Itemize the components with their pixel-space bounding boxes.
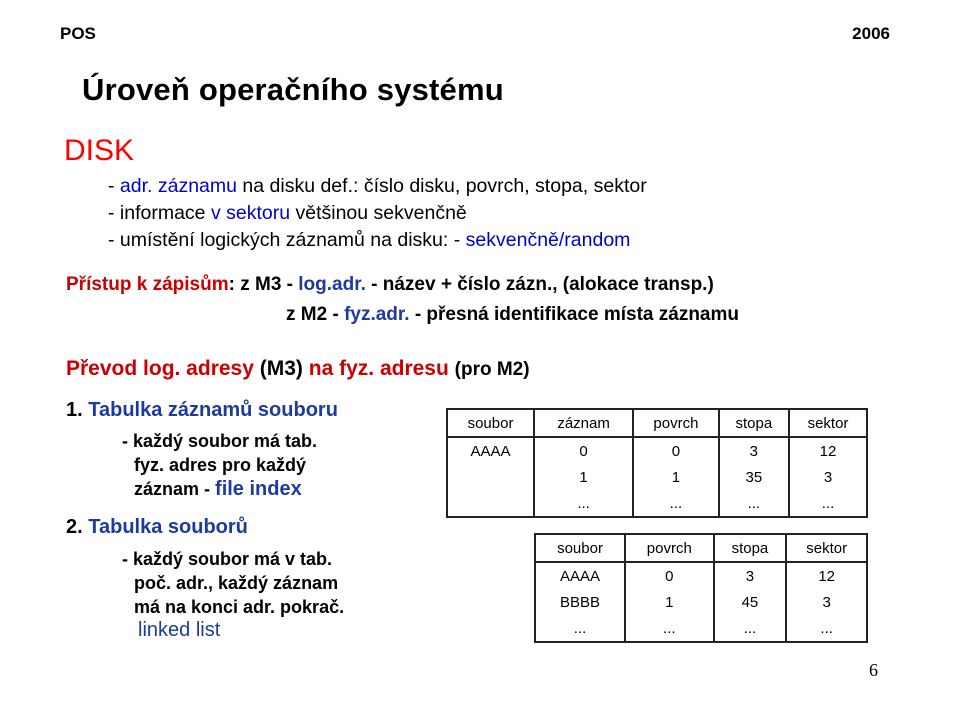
list-number: 2. xyxy=(66,516,89,538)
text-segment: Převod log. adresy xyxy=(66,357,260,380)
table-cell: 3 xyxy=(719,437,789,464)
slide-title: Úroveň operačního systému xyxy=(82,72,504,107)
text-segment: - informace xyxy=(108,202,211,224)
list-item-2-line: má na konci adr. pokrač. xyxy=(134,597,345,617)
list-item-1-line: - každý soubor má tab. xyxy=(122,431,318,451)
table-cell: ... xyxy=(535,615,625,642)
table-cell: 3 xyxy=(786,589,867,615)
text-segment: - umístění logických záznamů na disku: - xyxy=(108,229,466,251)
table-cell: ... xyxy=(625,615,713,642)
table-row xyxy=(535,589,867,615)
text-segment: - xyxy=(108,175,120,197)
header-right: 2006 xyxy=(852,24,890,43)
list-item-2-line: - každý soubor má v tab. xyxy=(122,549,333,569)
table-cell: 1 xyxy=(625,589,713,615)
pristup-line-2 xyxy=(286,304,739,326)
table-cell: ... xyxy=(534,490,633,517)
text-segment: na disku def.: číslo disku, povrch, stopa, sektor xyxy=(237,175,647,197)
column-header: povrch xyxy=(625,534,713,562)
column-header: stopa xyxy=(714,534,787,562)
table-cell: 0 xyxy=(633,437,719,464)
bullet-adr-zaznamu xyxy=(108,175,647,198)
text-segment: file index xyxy=(215,478,302,500)
text-segment: sekvenčně/random xyxy=(465,229,631,251)
table-cell: ... xyxy=(789,490,867,517)
column-header: stopa xyxy=(719,409,789,437)
table-row xyxy=(447,464,867,490)
table-cell xyxy=(447,490,534,517)
table-cell: ... xyxy=(786,615,867,642)
table-row xyxy=(447,490,867,517)
table-cell: ... xyxy=(714,615,787,642)
table-row xyxy=(535,562,867,589)
file-record-table xyxy=(446,408,868,518)
table-cell: AAAA xyxy=(447,437,534,464)
disk-heading: DISK xyxy=(64,134,135,167)
table-cell: 1 xyxy=(633,464,719,490)
table-cell: 12 xyxy=(786,562,867,589)
list-item-1-line: fyz. adres pro každý xyxy=(134,455,307,475)
table-header-row xyxy=(535,534,867,562)
list-item-2-line: poč. adr., každý záznam xyxy=(134,573,339,593)
prevod-heading xyxy=(66,357,530,381)
table-cell: 35 xyxy=(719,464,789,490)
header-left: POS xyxy=(60,24,96,43)
text-segment: : z M3 - xyxy=(228,274,299,295)
text-segment: adr. záznamu xyxy=(119,175,237,197)
table-cell: 1 xyxy=(534,464,633,490)
text-segment: Přístup k zápisům xyxy=(66,274,229,295)
text-segment: záznam - xyxy=(134,479,216,499)
table-cell: ... xyxy=(719,490,789,517)
column-header: sektor xyxy=(786,534,867,562)
text-segment: (M3) xyxy=(259,357,303,380)
list-item-1-line xyxy=(134,478,302,501)
table-row xyxy=(535,615,867,642)
text-segment: na fyz. adresu xyxy=(302,357,455,380)
text-segment: - název + číslo zázn., (alokace transp.) xyxy=(365,274,714,295)
table-header-row xyxy=(447,409,867,437)
table-cell: BBBB xyxy=(535,589,625,615)
table-cell: AAAA xyxy=(535,562,625,589)
linked-list-label: linked list xyxy=(138,619,221,641)
column-header: soubor xyxy=(535,534,625,562)
table-cell: 3 xyxy=(789,464,867,490)
table-cell: 45 xyxy=(714,589,787,615)
column-header: soubor xyxy=(447,409,534,437)
table-cell: 3 xyxy=(714,562,787,589)
table-row xyxy=(447,437,867,464)
text-segment: Tabulka souborů xyxy=(88,516,248,538)
text-segment: v sektoru xyxy=(210,202,291,224)
text-segment: z M2 - xyxy=(286,304,345,325)
text-segment: Tabulka záznamů souboru xyxy=(88,399,338,421)
table-cell: ... xyxy=(633,490,719,517)
table-cell xyxy=(447,464,534,490)
table-cell: 12 xyxy=(789,437,867,464)
pristup-line-1 xyxy=(66,274,714,296)
table-cell: 0 xyxy=(625,562,713,589)
text-segment: fyz.adr. xyxy=(344,304,410,325)
text-segment: log.adr. xyxy=(298,274,366,295)
text-segment: - přesná identifikace místa záznamu xyxy=(409,304,739,325)
bullet-informace xyxy=(108,202,467,225)
column-header: sektor xyxy=(789,409,867,437)
file-table xyxy=(534,533,868,643)
bullet-umisteni xyxy=(108,229,630,252)
list-number: 1. xyxy=(66,399,89,421)
page-number: 6 xyxy=(869,660,878,680)
column-header: povrch xyxy=(633,409,719,437)
text-segment: (pro M2) xyxy=(454,359,530,380)
list-item-2-title xyxy=(66,516,248,539)
list-item-1-title xyxy=(66,399,338,422)
text-segment: většinou sekvenčně xyxy=(290,202,467,224)
column-header: záznam xyxy=(534,409,633,437)
table-cell: 0 xyxy=(534,437,633,464)
